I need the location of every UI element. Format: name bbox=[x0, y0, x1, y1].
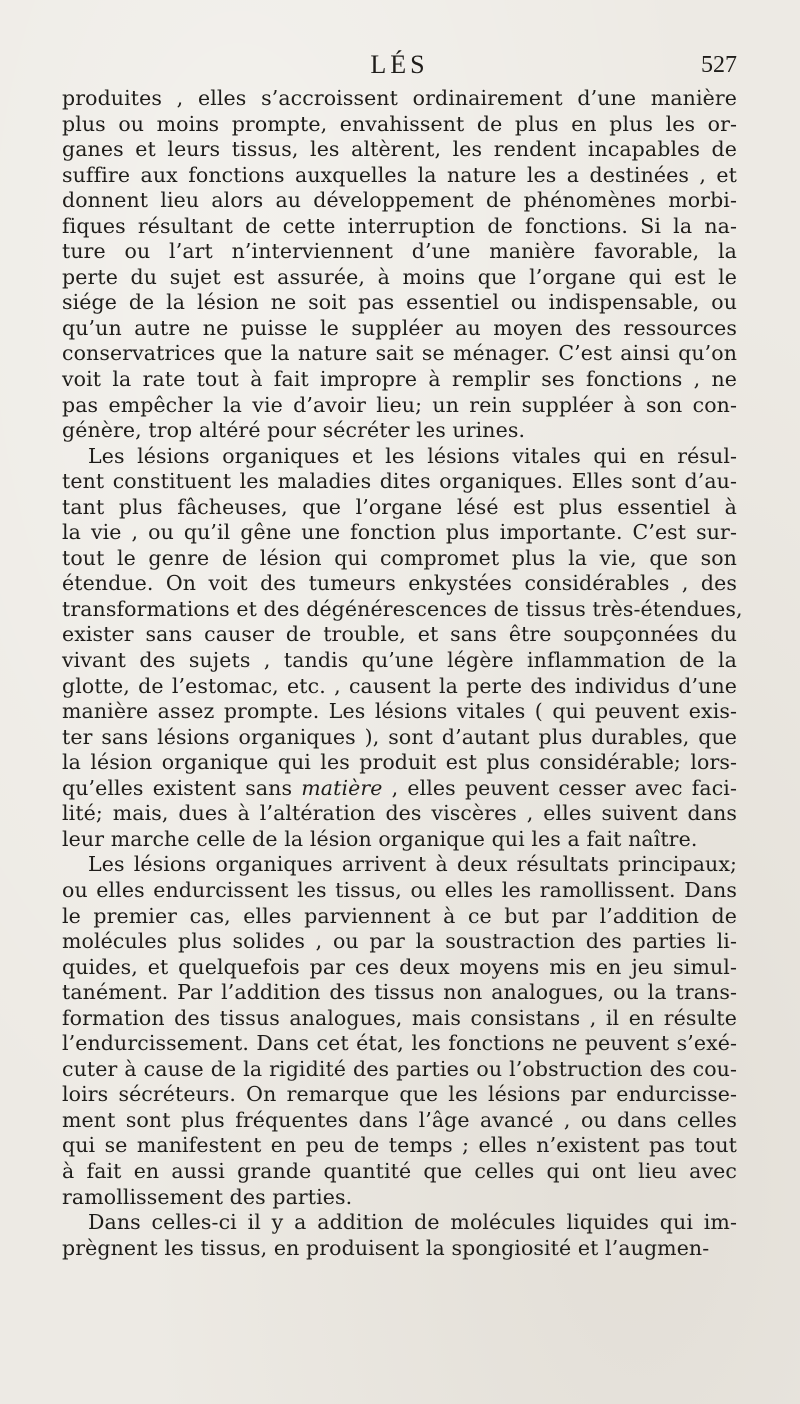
text-line: vivant des sujets , tandis qu’une légère inflammation de la bbox=[62, 648, 737, 673]
text-line: donnent lieu alors au développement de phénomènes morbi- bbox=[62, 188, 737, 213]
text-line: exister sans causer de trouble, et sans être soupçonnées du bbox=[62, 622, 737, 647]
text-line: conservatrices que la nature sait se ménager. C’est ainsi qu’on bbox=[62, 341, 737, 366]
text-line: génère, trop altéré pour sécréter les urines. bbox=[62, 418, 526, 443]
running-head: LÉS bbox=[370, 50, 429, 79]
text-line: cuter à cause de la rigidité des parties ou l’obstruction des cou- bbox=[62, 1056, 737, 1081]
text-line: l’endurcissement. Dans cet état, les fonctions ne peuvent s’exé- bbox=[62, 1031, 737, 1056]
text-line: manière assez prompte. Les lésions vitales ( qui peuvent exis- bbox=[62, 699, 737, 724]
text-line: ture ou l’art n’interviennent d’une manière favorable, la bbox=[62, 239, 737, 264]
text-line: ter sans lésions organiques ), sont d’autant plus durables, que bbox=[62, 724, 737, 749]
text-line: tant plus fâcheuses, que l’organe lésé est plus essentiel à bbox=[62, 494, 737, 519]
text-line: pas empêcher la vie d’avoir lieu; un rein suppléer à son con- bbox=[62, 392, 737, 417]
paragraph bbox=[62, 443, 743, 853]
text-line: tout le genre de lésion qui compromet plus la vie, que son bbox=[62, 545, 737, 570]
text-line: ou elles endurcissent les tissus, ou elles les ramollissent. Dans bbox=[62, 877, 737, 902]
paragraph bbox=[62, 852, 737, 1210]
text-line: la vie , ou qu’il gêne une fonction plus importante. C’est sur- bbox=[62, 520, 737, 545]
text-line: fiques résultant de cette interruption de fonctions. Si la na- bbox=[62, 213, 737, 238]
text-line: Les lésions organiques et les lésions vitales qui en résul- bbox=[88, 443, 737, 468]
text-line: voit la rate tout à fait impropre à remplir ses fonctions , ne bbox=[62, 367, 737, 392]
text-line: étendue. On voit des tumeurs enkystées considérables , des bbox=[62, 571, 737, 596]
text-line: leur marche celle de la lésion organique qui les a fait naître. bbox=[62, 826, 698, 851]
text-line: formation des tissus analogues, mais consistans , il en résulte bbox=[62, 1005, 737, 1030]
text-line: plus ou moins prompte, envahissent de plus en plus les or- bbox=[62, 111, 737, 136]
text-line: quides, et quelquefois par ces deux moyens mis en jeu simul- bbox=[62, 954, 737, 979]
page-header bbox=[62, 50, 737, 84]
text-line: ment sont plus fréquentes dans l’âge avancé , ou dans celles bbox=[62, 1107, 737, 1132]
text-line: lité; mais, dues à l’altération des viscères , elles suivent dans bbox=[62, 801, 737, 826]
text-line: Dans celles-ci il y a addition de molécules liquides qui im- bbox=[88, 1210, 737, 1235]
text-line: la lésion organique qui les produit est plus considérable; lors- bbox=[62, 750, 737, 775]
text-line: le premier cas, elles parviennent à ce but par l’addition de bbox=[62, 903, 737, 928]
text-line: Les lésions organiques arrivent à deux résultats principaux; bbox=[88, 852, 737, 877]
text-line: transformations et des dégénérescences de tissus très-étendues, bbox=[62, 596, 743, 621]
text-line: tent constituent les maladies dites organiques. Elles sont d’au- bbox=[62, 469, 737, 494]
text-line: suffire aux fonctions auxquelles la nature les a destinées , et bbox=[62, 162, 737, 187]
text-line: perte du sujet est assurée, à moins que l’organe qui est le bbox=[62, 264, 737, 289]
body-text bbox=[62, 86, 743, 1261]
text-line: ganes et leurs tissus, les altèrent, les rendent incapables de bbox=[62, 137, 737, 162]
page-number: 527 bbox=[701, 52, 737, 78]
paragraph bbox=[62, 1210, 737, 1261]
text-line: loirs sécréteurs. On remarque que les lésions par endurcisse- bbox=[62, 1082, 737, 1107]
text-line: molécules plus solides , ou par la soustraction des parties li- bbox=[62, 929, 737, 954]
paragraph bbox=[62, 86, 737, 444]
text-line: siége de la lésion ne soit pas essentiel ou indispensable, ou bbox=[62, 290, 737, 315]
text-line: qu’elles existent sans matière , elles peuvent cesser avec faci- bbox=[62, 775, 737, 800]
text-line: qu’un autre ne puisse le suppléer au moyen des ressources bbox=[62, 315, 737, 340]
text-line: glotte, de l’estomac, etc. , causent la perte des individus d’une bbox=[62, 673, 737, 698]
text-line: qui se manifestent en peu de temps ; elles n’existent pas tout bbox=[62, 1133, 737, 1158]
text-line: tanément. Par l’addition des tissus non analogues, ou la trans- bbox=[62, 980, 737, 1005]
text-line: ramollissement des parties. bbox=[62, 1184, 353, 1209]
text-line: à fait en aussi grande quantité que celles qui ont lieu avec bbox=[62, 1158, 737, 1183]
text-line: prègnent les tissus, en produisent la spongiosité et l’augmen- bbox=[62, 1235, 710, 1260]
text-line: produites , elles s’accroissent ordinairement d’une manière bbox=[62, 86, 737, 110]
